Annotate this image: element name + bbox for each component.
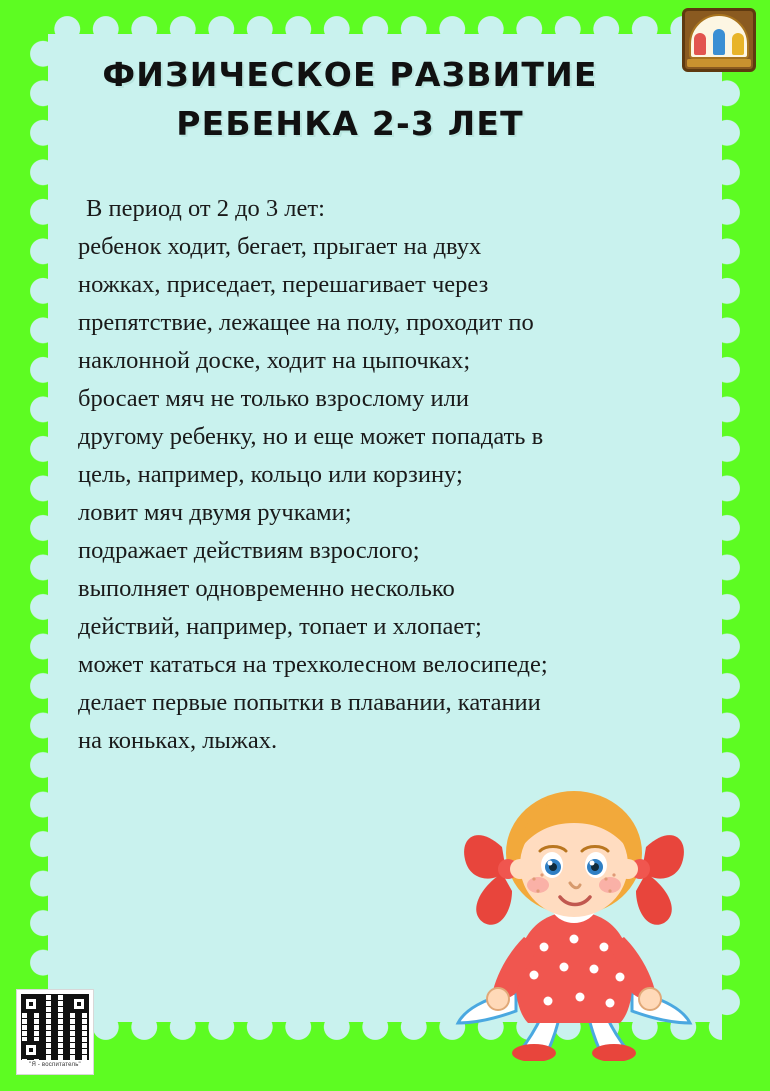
body-line: другому ребенку, но и еще может попадать в	[78, 423, 544, 450]
qr-eye-top-right	[70, 995, 88, 1013]
logo-figure-yellow	[732, 33, 744, 55]
logo-base	[687, 59, 751, 67]
logo-figures	[694, 24, 744, 55]
qr-caption: "Я - воспитатель"	[29, 1062, 81, 1068]
qr-code[interactable]	[16, 989, 94, 1075]
body-line: делает первые попытки в плавании, катании	[78, 689, 541, 716]
logo-figure-red	[694, 33, 706, 55]
scallop-edge-left	[30, 34, 50, 1022]
body-line: препятствие, лежащее на полу, проходит по	[78, 309, 534, 336]
girl-illustration	[424, 761, 724, 1061]
page-title-line-2: РЕБЕНКА 2-3 ЛЕТ	[176, 104, 524, 143]
body-line: ножках, приседает, перешагивает через	[78, 271, 489, 298]
page-title	[70, 50, 630, 148]
qr-eye-top-left	[22, 995, 40, 1013]
body-line: на коньках, лыжах.	[78, 727, 278, 754]
body-line: ловит мяч двумя ручками;	[78, 499, 352, 526]
body-line: В период от 2 до 3 лет:	[86, 195, 325, 222]
body-line: бросает мяч не только взрослому или	[78, 385, 469, 412]
scallop-edge-top	[48, 16, 722, 36]
body-line: наклонной доске, ходит на цыпочках;	[78, 347, 471, 374]
body-line: подражает действиям взрослого;	[78, 537, 420, 564]
body-text	[78, 190, 678, 760]
body-line: действий, например, топает и хлопает;	[78, 613, 482, 640]
page-title-line-1: ФИЗИЧЕСКОЕ РАЗВИТИЕ	[102, 55, 598, 94]
qr-eye-bottom-left	[22, 1041, 40, 1059]
kindergarten-logo-icon	[682, 8, 756, 72]
body-line: может кататься на трехколесном велосипеде;	[78, 651, 548, 678]
logo-figure-blue	[713, 29, 725, 55]
qr-code-matrix	[21, 994, 89, 1060]
body-line: выполняет одновременно несколько	[78, 575, 455, 602]
body-line: ребенок ходит, бегает, прыгает на двух	[78, 233, 482, 260]
body-line: цель, например, кольцо или корзину;	[78, 461, 463, 488]
